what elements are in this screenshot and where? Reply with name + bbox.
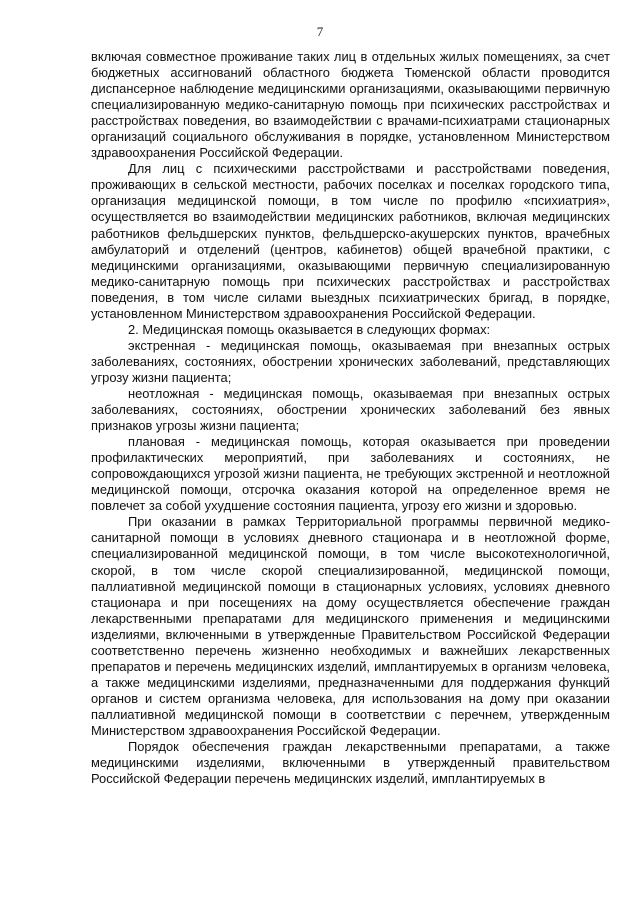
paragraph-provision-order: Порядок обеспечения граждан лекарственными препаратами, а также медицинскими изделиями, включенными в утвержденный правительством Российской Федерации перечень медицинских изделий, имплантируемых в: [91, 739, 610, 787]
paragraph-emergency-form: экстренная - медицинская помощь, оказываемая при внезапных острых заболеваниях, состояниях, обострении хронических заболеваний, представляющих угрозу жизни пациента;: [91, 337, 610, 385]
page-number: 7: [316, 24, 324, 39]
paragraph-drug-provision: При оказании в рамках Территориальной программы первичной медико-санитарной помощи в условиях дневного стационара и в неотложной форме, специализированной медицинской помощи, в том числе высокотехнологичной, скорой, в том числе скорой специализированной, медицинской помощи, паллиативной медицинской помощи в стационарных условиях, условиях дневного стационара и при посещениях на дому осуществляется обеспечение граждан лекарственными препаратами для медицинского применения и медицинскими изделиями, включенными в утвержденные Правительством Российской Федерации соответственно перечень жизненно необходимых и важнейших лекарственных препаратов и перечень медицинских изделий, имплантируемых в организм человека, а также медицинскими изделиями, предназначенными для поддержания функций органов и систем организма человека, для использования на дому при оказании паллиативной медицинской помощи в соответствии с перечнем, утвержденным Министерством здравоохранения Российской Федерации.: [91, 514, 610, 738]
paragraph-continuation: включая совместное проживание таких лиц в отдельных жилых помещениях, за счет бюджетных ассигнований областного бюджета Тюменской области проводится диспансерное наблюдение медицинскими организациями, оказывающими первичную специализированную медико-санитарную помощь при психических расстройствах и расстройствах поведения, во взаимодействии с врачами-психиатрами стационарных организаций социального обслуживания в порядке, установленном Министерством здравоохранения Российской Федерации.: [91, 49, 610, 161]
paragraph-forms-heading: 2. Медицинская помощь оказывается в следующих формах:: [128, 321, 491, 337]
paragraph-planned-form: плановая - медицинская помощь, которая оказывается при проведении профилактических мероприятий, при заболеваниях и состояниях, не сопровождающихся угрозой жизни пациента, не требующих экстренной и неотложной медицинской помощи, отсрочка оказания которой на определенное время не повлечет за собой ухудшение состояния пациента, угрозу его жизни и здоровью.: [91, 434, 610, 514]
document-body: [91, 49, 610, 787]
paragraph-rural-care: Для лиц с психическими расстройствами и расстройствами поведения, проживающих в сельской местности, рабочих поселках и поселках городского типа, организация медицинской помощи, в том числе по профилю «психиатрия», осуществляется во взаимодействии медицинских работников, включая медицинских работников фельдшерских пунктов, фельдшерско-акушерских пунктов, врачебных амбулаторий и отделений (центров, кабинетов) общей врачебной практики, с медицинскими организациями, оказывающими первичную специализированную медико-санитарную помощь при психических расстройствах и расстройствах поведения, в том числе силами выездных психиатрических бригад, в порядке, установленном Министерством здравоохранения Российской Федерации.: [91, 161, 610, 321]
paragraph-urgent-form: неотложная - медицинская помощь, оказываемая при внезапных острых заболеваниях, состояниях, обострении хронических заболеваний без явных признаков угрозы жизни пациента;: [91, 385, 610, 434]
